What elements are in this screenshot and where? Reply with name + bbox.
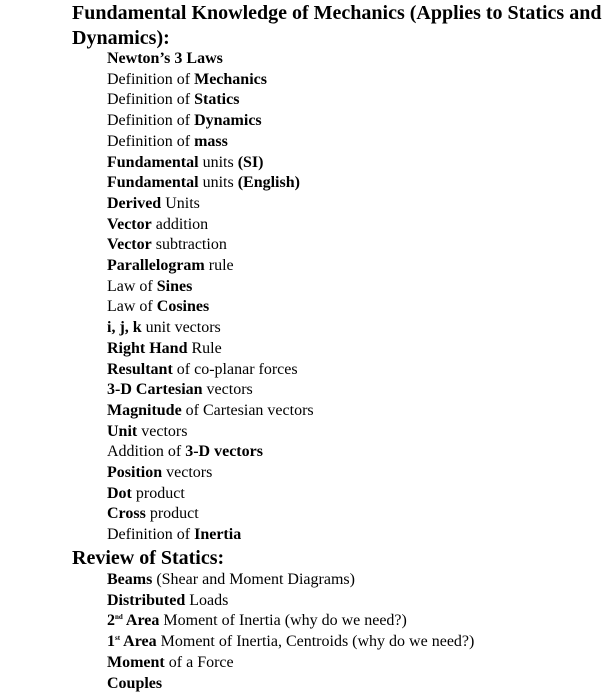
- topic-item: [107, 297, 314, 318]
- ordinal-suffix: st: [115, 634, 121, 643]
- plain-text: Rule: [187, 339, 222, 357]
- topic-item: [107, 70, 314, 91]
- topic-item: [107, 277, 314, 298]
- bold-term: Fundamental: [107, 153, 199, 171]
- topic-item: [107, 111, 314, 132]
- topic-item: [107, 442, 314, 463]
- bold-term: Distributed: [107, 591, 186, 609]
- bold-term: 3-D vectors: [185, 443, 263, 461]
- bold-term: Cross: [107, 505, 146, 523]
- fundamentals-topic-list: [107, 49, 314, 546]
- heading-text: Review of Statics:: [72, 547, 225, 569]
- topic-item: [107, 463, 314, 484]
- topic-item: [107, 173, 314, 194]
- bold-term: 2: [107, 612, 115, 630]
- statics-review-topic-list: [107, 570, 474, 694]
- bold-term: Beams: [107, 571, 153, 588]
- topic-item: [107, 215, 314, 236]
- topic-item: [107, 484, 314, 505]
- bold-term: Dot: [107, 484, 132, 502]
- topic-item: [107, 570, 474, 591]
- topic-item: [107, 653, 474, 674]
- bold-term: Resultant: [107, 360, 173, 378]
- topic-item: [107, 153, 314, 174]
- topic-item: [107, 611, 474, 632]
- plain-text: units: [198, 153, 238, 171]
- bold-term: Couples: [107, 674, 163, 692]
- bold-term: 1: [107, 633, 115, 651]
- plain-text: Definition of: [107, 132, 195, 150]
- bold-term: Parallelogram: [107, 257, 205, 275]
- bold-term: Right Hand: [107, 339, 188, 357]
- plain-text: (Shear and Moment Diagrams): [152, 571, 355, 588]
- bold-term: Sines: [156, 277, 193, 295]
- plain-text: product: [131, 484, 185, 502]
- bold-term: Magnitude: [107, 401, 182, 419]
- topic-item: [107, 525, 314, 546]
- bold-term: Statics: [194, 91, 240, 109]
- topic-item: [107, 49, 314, 70]
- plain-text: unit vectors: [141, 319, 221, 337]
- bold-term: Vector: [107, 236, 152, 254]
- plain-text: rule: [204, 257, 234, 275]
- topic-item: [107, 90, 314, 111]
- bold-term: Mechanics: [194, 70, 267, 88]
- section-heading-fundamentals: [72, 1, 605, 51]
- plain-text: Units: [161, 194, 200, 212]
- bold-term: Newton’s 3 Laws: [107, 50, 223, 67]
- plain-text: product: [145, 505, 199, 523]
- bold-term: Moment: [107, 653, 165, 671]
- topic-item: [107, 401, 314, 422]
- topic-item: [107, 256, 314, 277]
- bold-term: mass: [194, 132, 228, 150]
- topic-item: [107, 318, 314, 339]
- plain-text: addition: [151, 215, 209, 233]
- plain-text: subtraction: [151, 236, 227, 254]
- bold-term: Dynamics: [194, 112, 262, 130]
- bold-term: (SI): [237, 153, 264, 171]
- section-heading-statics-review: [72, 546, 224, 571]
- plain-text: Loads: [185, 591, 229, 609]
- plain-text: of co-planar forces: [172, 360, 298, 378]
- topic-item: [107, 591, 474, 612]
- topic-item: [107, 360, 314, 381]
- plain-text: Definition of: [107, 526, 195, 544]
- bold-term: Fundamental: [107, 174, 199, 192]
- plain-text: vectors: [137, 422, 188, 440]
- plain-text: units: [198, 174, 238, 192]
- topic-item: [107, 380, 314, 401]
- plain-text: Definition of: [107, 91, 195, 109]
- ordinal-suffix: nd: [115, 613, 123, 622]
- bold-term: Inertia: [194, 526, 242, 544]
- topic-item: [107, 632, 474, 653]
- plain-text: of Cartesian vectors: [181, 401, 314, 419]
- bold-term: (English): [237, 174, 300, 192]
- topic-item: [107, 235, 314, 256]
- bold-term: Derived: [107, 194, 162, 212]
- plain-text: Law of: [107, 298, 157, 316]
- plain-text: vectors: [202, 381, 253, 399]
- plain-text: Addition of: [107, 443, 186, 461]
- topic-item: [107, 339, 314, 360]
- bold-term: Unit: [107, 422, 138, 440]
- topic-item: [107, 194, 314, 215]
- plain-text: Moment of Inertia (why do we need?): [159, 612, 407, 630]
- plain-text: Moment of Inertia, Centroids (why do we need?): [156, 633, 475, 651]
- topic-item: [107, 504, 314, 525]
- plain-text: Definition of: [107, 70, 195, 88]
- bold-term: Area: [120, 633, 157, 651]
- bold-term: Cosines: [156, 298, 210, 316]
- bold-term: 3-D Cartesian: [107, 381, 203, 399]
- topic-item: [107, 422, 314, 443]
- plain-text: Definition of: [107, 112, 195, 130]
- topic-item: [107, 674, 474, 695]
- plain-text: Law of: [107, 277, 157, 295]
- topic-item: [107, 132, 314, 153]
- bold-term: i, j, k: [107, 319, 142, 337]
- plain-text: of a Force: [164, 653, 234, 671]
- heading-text: Fundamental Knowledge of Mechanics (Applies to Statics and Dynamics):: [72, 2, 602, 49]
- bold-term: Vector: [107, 215, 152, 233]
- bold-term: Area: [122, 612, 160, 630]
- bold-term: Position: [107, 464, 163, 482]
- plain-text: vectors: [162, 464, 213, 482]
